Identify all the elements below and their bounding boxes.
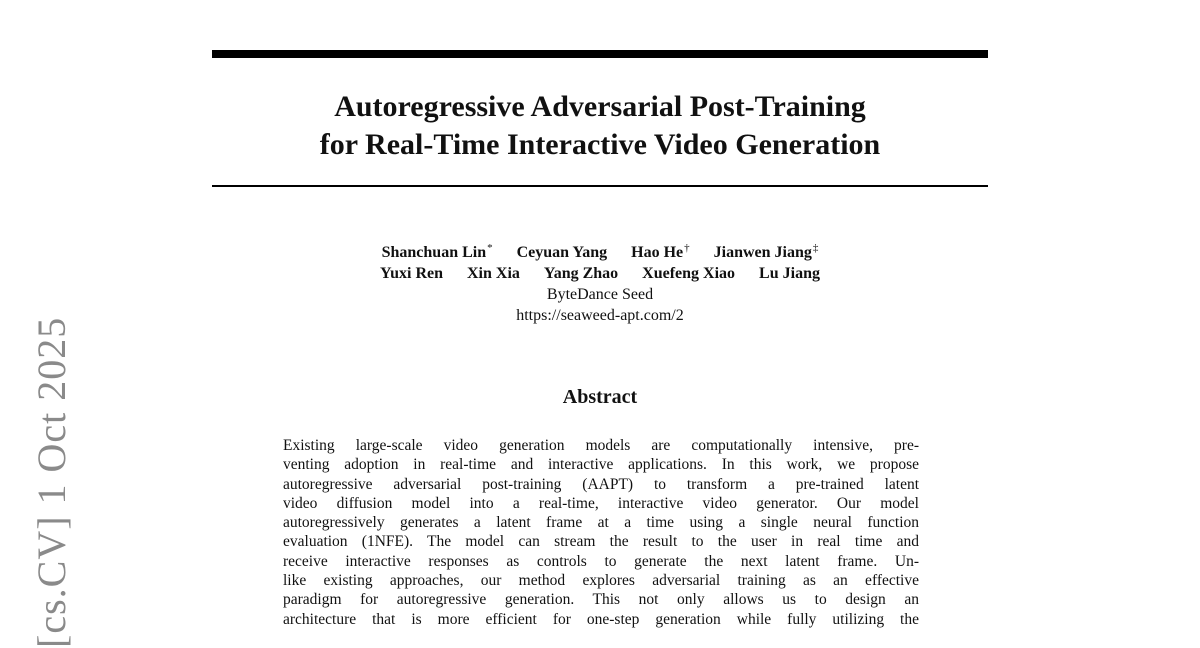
abstract-line: autoregressively generates a latent frame at a time using a single neural function [283,514,919,532]
author-name: Yuxi Ren [380,265,443,282]
arxiv-side-stamp: [cs.CV] 1 Oct 2025 [29,316,74,648]
author-mark: * [487,242,493,254]
title-bottom-rule [212,185,988,187]
abstract-body [283,436,919,629]
author-name: Xuefeng Xiao [642,265,736,282]
paper-title [212,88,988,164]
abstract-line: Existing large-scale video generation models are computationally intensive, pre- [283,437,919,454]
author-mark: † [684,242,690,254]
project-url[interactable]: https://seaweed-apt.com/2 [516,307,684,324]
abstract-heading: Abstract [562,386,638,408]
author-row-1 [212,242,988,263]
abstract-line: paradigm for autoregressive generation. This not only allows us to design an [283,591,919,609]
author-name: Lu Jiang [759,265,820,282]
abstract-line: receive interactive responses as controls to generate the next latent frame. Un- [283,552,919,570]
author-name: Shanchuan Lin* [381,242,493,261]
author-row-2 [212,263,988,284]
abstract-line: autoregressive adversarial post-training (AAPT) to transform a pre-trained latent [283,475,919,493]
title-line-1: Autoregressive Adversarial Post-Training [334,90,866,123]
abstract-line: video diffusion model into a real-time, interactive video generator. Our model [283,494,919,512]
abstract-line: architecture that is more efficient for one-step generation while fully utilizing the [283,610,919,628]
abstract-line: like existing approaches, our method explores adversarial training as an effective [283,572,919,590]
author-name: Hao He† [631,242,690,261]
title-line-2: for Real-Time Interactive Video Generation [319,128,881,161]
author-name: Xin Xia [467,265,520,282]
affiliation: ByteDance Seed [546,286,654,303]
author-mark: ‡ [812,242,819,254]
author-name: Jianwen Jiang‡ [713,242,819,261]
title-top-rule [212,50,988,58]
author-name: Ceyuan Yang [516,244,608,261]
abstract-line: venting adoption in real-time and interactive applications. In this work, we propose [283,456,919,474]
abstract-line: evaluation (1NFE). The model can stream the result to the user in real time and [283,533,919,551]
author-block [212,242,988,326]
author-name: Yang Zhao [543,265,619,282]
